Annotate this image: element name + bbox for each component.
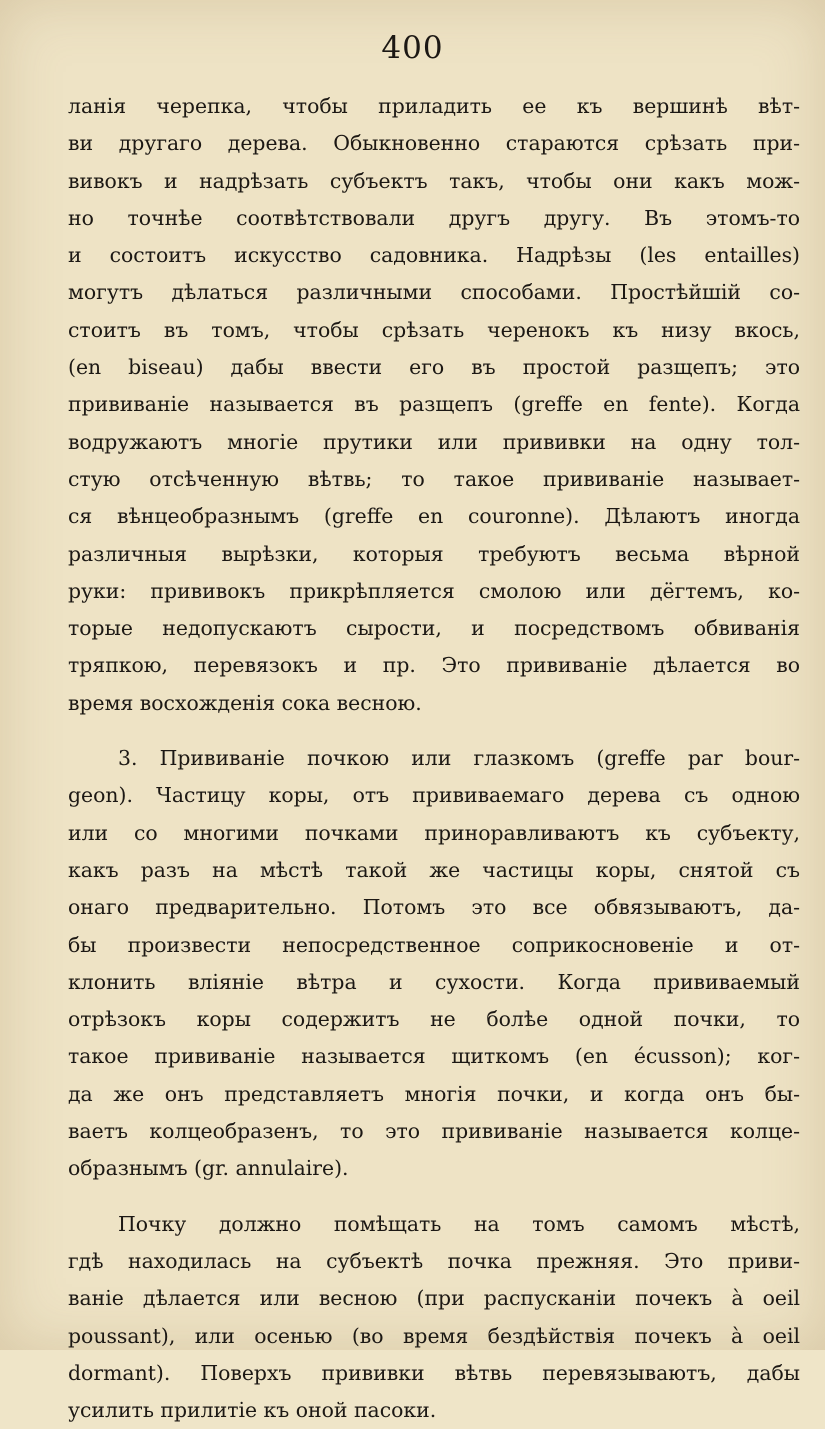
text-line: или со многими почками приноравливаютъ къ субъекту, (68, 820, 800, 845)
text-line: 3. Прививаніе почкою или глазкомъ (greffe par bour- (118, 746, 800, 771)
text-line: торые недопускаютъ сырости, и посредствомъ обвиванія (68, 616, 800, 641)
text-line: время восхожденія сока весною. (68, 690, 422, 715)
text-line: клонить вліяніе вѣтра и сухости. Когда прививаемый (68, 969, 800, 994)
text-line: да же онъ представляетъ многія почки, и когда онъ бы- (68, 1081, 800, 1106)
text-line: водружаютъ многіе прутики или прививки на одну тол- (68, 429, 800, 454)
text-line: ваніе дѣлается или весною (при распусканіи почекъ à oeil (68, 1286, 800, 1311)
text-line: различныя вырѣзки, которыя требуютъ весьма вѣрной (68, 541, 800, 566)
page-number: 400 (381, 30, 444, 66)
text-line: вивокъ и надрѣзать субъектъ такъ, чтобы они какъ мож- (68, 168, 800, 193)
text-line: ся вѣнцеобразнымъ (greffe en couronne). Дѣлаютъ иногда (68, 504, 800, 529)
text-line: poussant), или осенью (во время бездѣйствія почекъ à oeil (68, 1323, 800, 1348)
text-line: geon). Частицу коры, отъ прививаемаго дерева съ одною (68, 783, 800, 808)
text-line: какъ разъ на мѣстѣ такой же частицы коры, снятой съ (68, 857, 800, 882)
paragraph-cleft-grafting (68, 88, 800, 722)
text-line: отрѣзокъ коры содержитъ не болѣе одной почки, то (68, 1007, 800, 1032)
text-line: ланія черепка, чтобы приладить ее къ вершинѣ вѣт- (68, 94, 800, 118)
text-line: стую отсѣченную вѣтвь; то такое прививаніе называет- (68, 466, 800, 491)
text-line: но точнѣе соотвѣтствовали другъ другу. Въ этомъ-то (68, 205, 800, 230)
text-line: dormant). Поверхъ прививки вѣтвь перевязываютъ, дабы (68, 1360, 800, 1385)
text-line: усилить прилитіе къ оной пасоки. (68, 1398, 437, 1423)
text-line: и состоитъ искусство садовника. Надрѣзы (les entailles) (68, 243, 800, 268)
text-line: онаго предварительно. Потомъ это все обвязываютъ, да- (68, 895, 800, 920)
text-line: гдѣ находилась на субъектѣ почка прежняя. Это приви- (68, 1248, 800, 1273)
text-line: руки: прививокъ прикрѣпляется смолою или дёгтемъ, ко- (68, 578, 800, 603)
text-line: прививаніе называется въ разщепъ (greffe en fente). Когда (68, 392, 800, 417)
text-line: стоитъ въ томъ, чтобы срѣзать черенокъ къ низу вкось, (68, 317, 800, 342)
paragraph-gap (68, 722, 800, 740)
paragraph-bud-placement (68, 1206, 800, 1429)
paragraph-bud-grafting (68, 740, 800, 1188)
text-line: образнымъ (gr. annulaire). (68, 1156, 349, 1181)
text-line: ваетъ колцеобразенъ, то это прививаніе называется колце- (68, 1119, 800, 1144)
text-line: могутъ дѣлаться различными способами. Простѣйшій со- (68, 280, 800, 305)
paragraph-gap (68, 1188, 800, 1206)
text-line: (en biseau) дабы ввести его въ простой разщепъ; это (68, 355, 800, 380)
text-line: такое прививаніе называется щиткомъ (en écusson); ког- (68, 1044, 800, 1069)
text-line: Почку должно помѣщать на томъ самомъ мѣстѣ, (118, 1211, 800, 1236)
text-line: бы произвести непосредственное соприкосновеніе и от- (68, 932, 800, 957)
text-line: ви другаго дерева. Обыкновенно стараются срѣзать при- (68, 131, 800, 156)
body-text (68, 88, 800, 1429)
text-line: тряпкою, перевязокъ и пр. Это прививаніе дѣлается во (68, 653, 800, 678)
